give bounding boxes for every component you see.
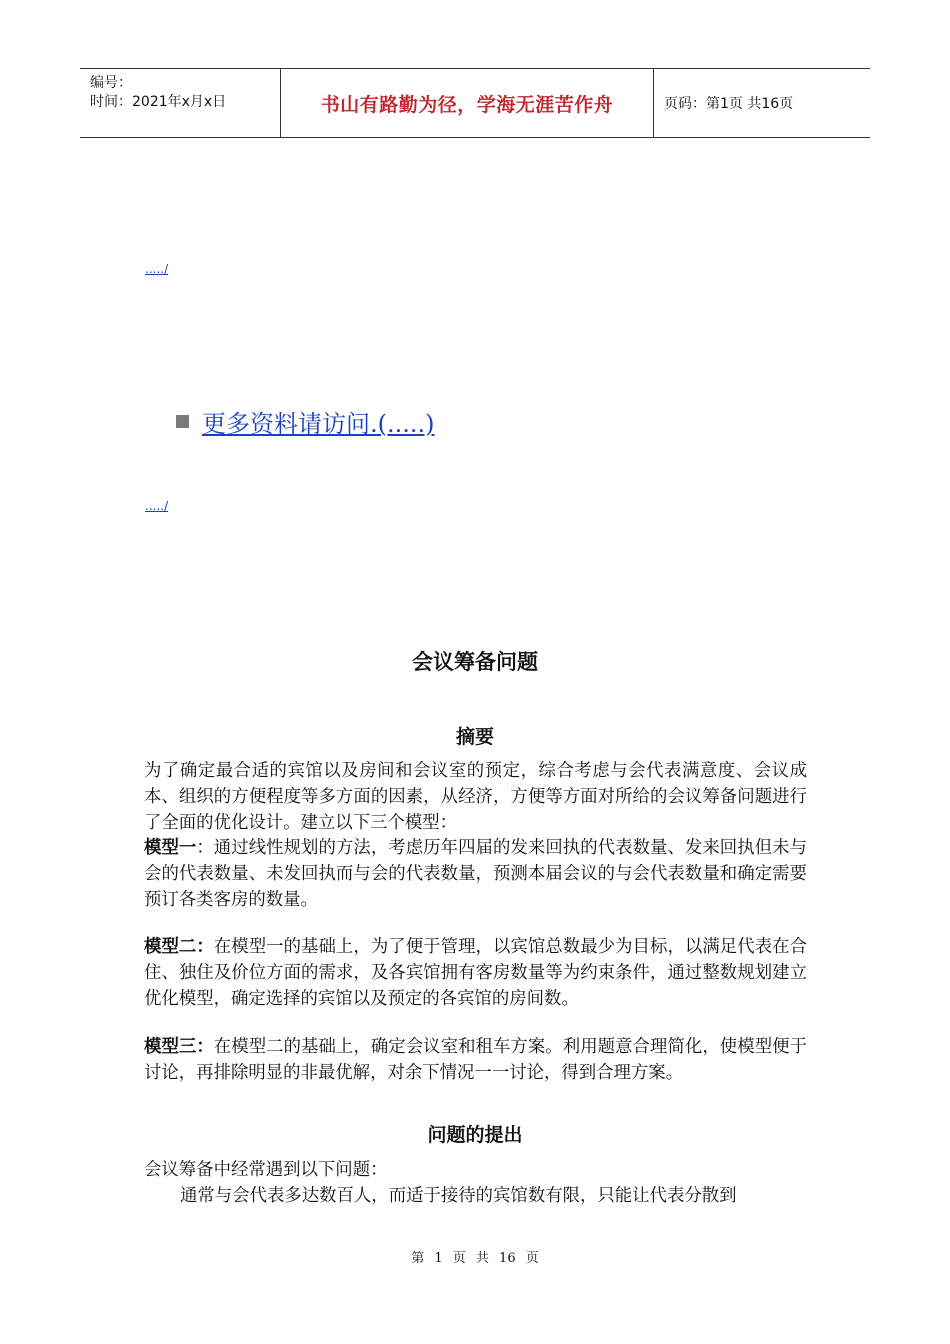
model3-paragraph	[144, 1035, 807, 1087]
model2-label: 模型二：	[144, 937, 214, 957]
header-meta-cell	[80, 69, 281, 137]
article-title: 会议筹备问题	[412, 650, 538, 674]
motto-text: 书山有路勤为径，学海无涯苦作舟	[320, 93, 614, 116]
square-bullet-icon	[176, 415, 189, 428]
header-page-cell	[654, 69, 870, 137]
page-info: 页码：第1页 共16页	[664, 96, 794, 112]
model3-text: 在模型二的基础上，确定会议室和租车方案。利用题意合理简化，使模型便于讨论，再排除明显的非最优解，对余下情况一一讨论，得到合理方案。	[144, 1037, 807, 1083]
number-label: 编号：	[90, 75, 132, 91]
model2-text: 在模型一的基础上，为了便于管理，以宾馆总数最少为目标，以满足代表在合住、独住及价位方面的需求，及各宾馆拥有客房数量等为约束条件，通过整数规划建立优化模型，确定选择的宾馆以及预定的各宾馆的房间数。	[144, 937, 807, 1009]
date-line: 时间：2021年x月x日	[90, 94, 227, 110]
top-small-link[interactable]: ...../	[145, 262, 169, 276]
section-intro: 会议筹备中经常遇到以下问题：	[144, 1160, 388, 1180]
section-heading: 问题的提出	[427, 1124, 523, 1146]
model3-label: 模型三：	[144, 1037, 214, 1057]
model1-text: ：通过线性规划的方法，考虑历年四届的发来回执的代表数量、发来回执但未与会的代表数量、未发回执而与会的代表数量，预测本届会议的与会代表数量和确定需要预订各类客房的数量。	[144, 838, 807, 910]
abstract-intro: 为了确定最合适的宾馆以及房间和会议室的预定，综合考虑与会代表满意度、会议成本、组织的方便程度等多方面的因素，从经济，方便等方面对所给的会议筹备问题进行了全面的优化设计。建立以下三个模型：	[144, 761, 807, 833]
bottom-small-link[interactable]: ...../	[145, 499, 169, 513]
header-motto-cell	[281, 69, 654, 137]
document-header	[80, 68, 870, 138]
abstract-heading: 摘要	[455, 726, 494, 748]
model1-label: 模型一	[144, 838, 197, 858]
more-info-link[interactable]: 更多资料请访问.(.....)	[202, 410, 435, 438]
model1-paragraph	[144, 836, 807, 913]
more-info-row	[176, 404, 435, 439]
section-paragraph: 通常与会代表多达数百人，而适于接待的宾馆数有限，只能让代表分散到	[180, 1186, 737, 1206]
model2-paragraph	[144, 935, 807, 1012]
page-footer: 第 1 页 共 16 页	[411, 1251, 539, 1266]
